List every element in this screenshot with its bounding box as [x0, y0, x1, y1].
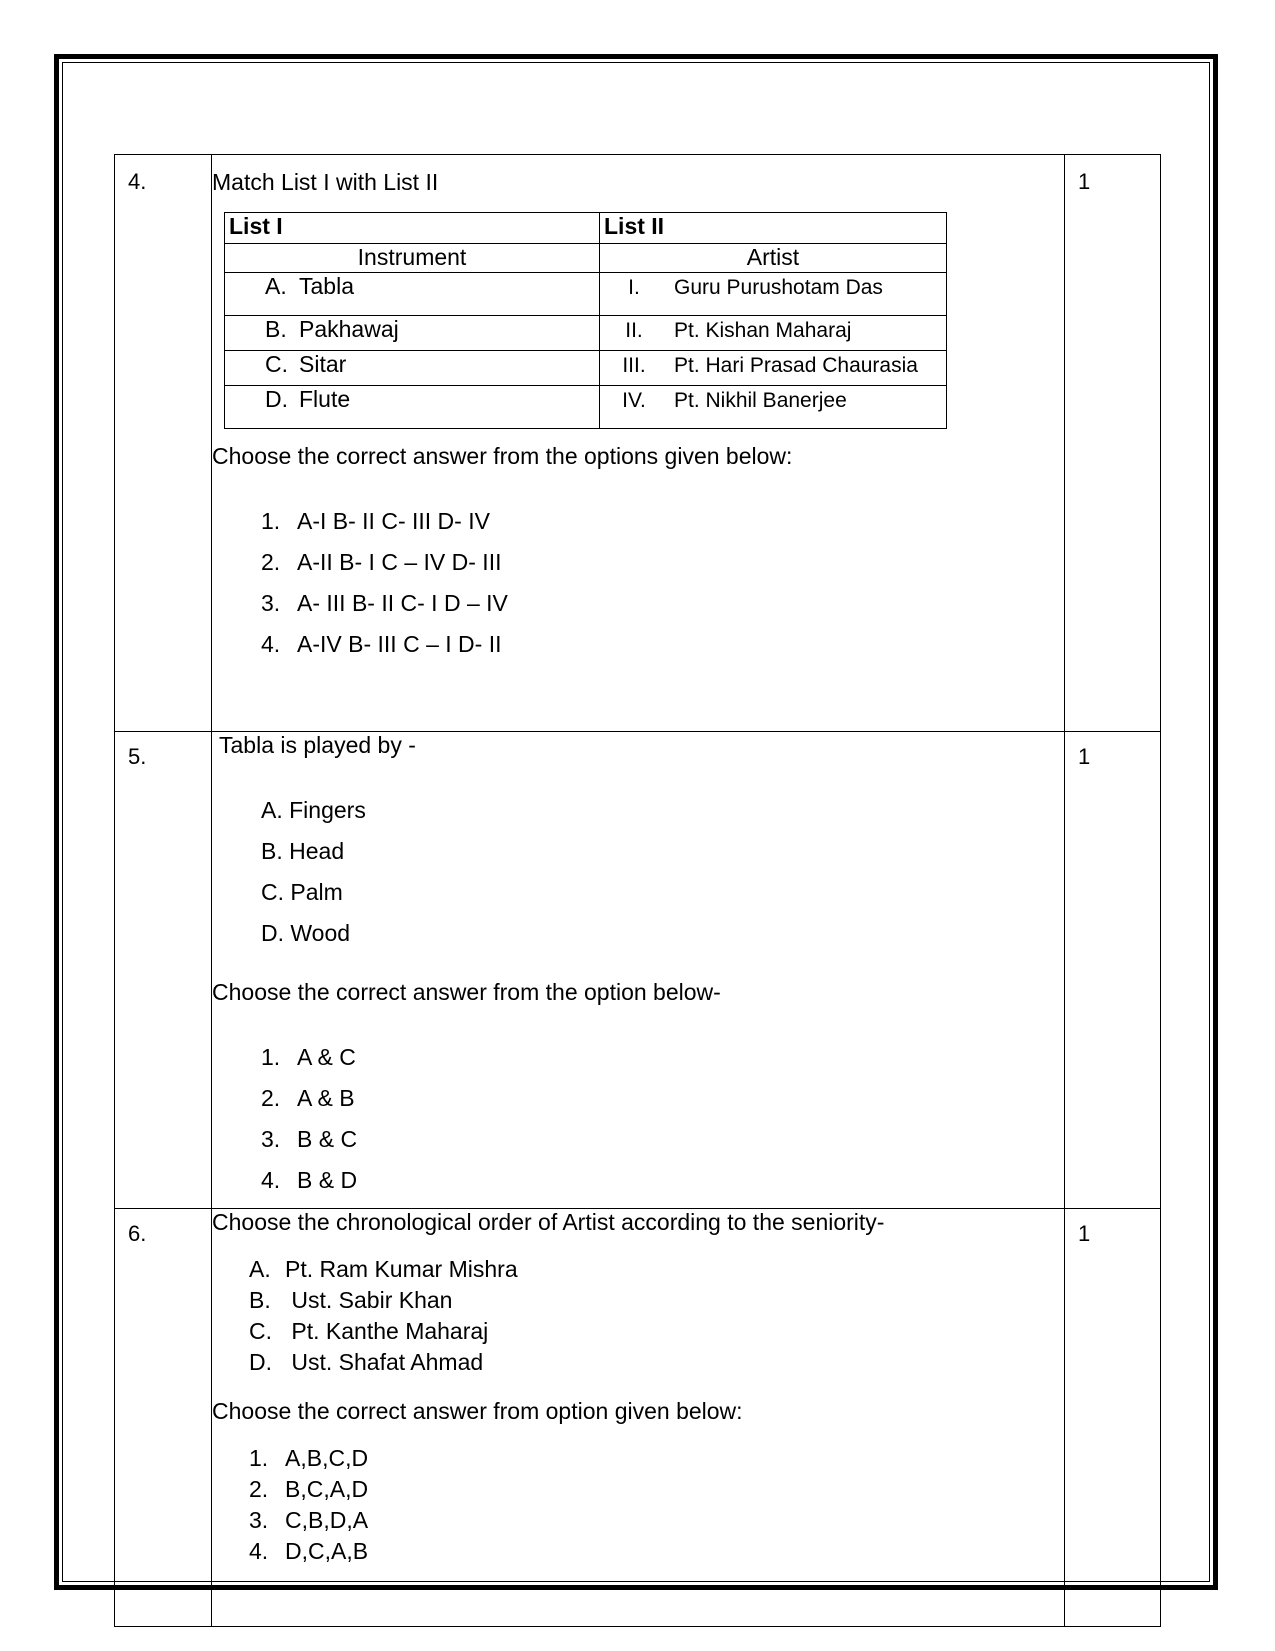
option-label: 4. [261, 631, 281, 657]
statement-label: D. [249, 1349, 272, 1375]
statement-text: Pt. Ram Kumar Mishra [285, 1256, 518, 1282]
option-text: D,C,A,B [285, 1538, 369, 1564]
option-label: 2. [261, 549, 281, 575]
question-prompt: Match List I with List II [212, 169, 439, 195]
statement-item [261, 838, 1064, 879]
option-label: 3. [261, 590, 281, 616]
statement-item [249, 1256, 1064, 1287]
option-label: 4. [249, 1538, 269, 1564]
option-label: 1. [261, 1044, 281, 1070]
statement-text: Fingers [289, 797, 366, 823]
question-prompt: Choose the chronological order of Artist according to the seniority- [212, 1209, 885, 1235]
match-row [225, 316, 947, 351]
statement-label: C. [249, 1318, 272, 1344]
statement-label: D. [261, 920, 284, 946]
list-1-value: Pakhawaj [299, 316, 399, 342]
question-number: 5. [115, 732, 212, 1209]
option-text: A-I B- II C- III D- IV [297, 508, 490, 534]
statement-text: Palm [290, 879, 343, 905]
statement-item [261, 797, 1064, 838]
option-text: A,B,C,D [285, 1445, 369, 1471]
list-1-value: Flute [299, 386, 351, 412]
statement-list [212, 1256, 1064, 1380]
statement-item [261, 920, 1064, 961]
list-1-value: Tabla [299, 273, 354, 299]
list-1-label: D. [265, 386, 288, 412]
statement-item [261, 879, 1064, 920]
answer-option [261, 1044, 1064, 1085]
list-2-label: IV. [622, 389, 646, 412]
list-2-value: Pt. Hari Prasad Chaurasia [674, 354, 918, 377]
option-label: 3. [249, 1507, 269, 1533]
list-1-label: C. [265, 351, 288, 377]
option-text: A- III B- II C- I D – IV [297, 590, 508, 616]
answer-option [261, 549, 1064, 590]
question-body [212, 1209, 1065, 1627]
statement-label: A. [249, 1256, 271, 1282]
answer-options [212, 1044, 1064, 1208]
statement-label: B. [261, 838, 283, 864]
question-number: 4. [115, 155, 212, 732]
statement-list [212, 797, 1064, 961]
option-text: B & D [297, 1167, 358, 1193]
answer-option [261, 1167, 1064, 1208]
statement-text: Wood [290, 920, 351, 946]
answer-option [249, 1476, 1064, 1507]
answer-option [249, 1507, 1064, 1538]
option-label: 2. [249, 1476, 269, 1502]
option-text: A & B [297, 1085, 355, 1111]
instrument-subheader: Instrument [225, 244, 600, 273]
option-label: 2. [261, 1085, 281, 1111]
question-instruction: Choose the correct answer from option given below: [212, 1398, 743, 1424]
option-text: B & C [297, 1126, 358, 1152]
question-instruction: Choose the correct answer from the option below- [212, 979, 721, 1005]
answer-option [261, 508, 1064, 549]
answer-option [261, 1085, 1064, 1126]
option-text: C,B,D,A [285, 1507, 369, 1533]
list-2-header: List II [600, 213, 947, 244]
answer-option [261, 590, 1064, 631]
list-2-label: II. [625, 319, 643, 342]
option-label: 1. [261, 508, 281, 534]
answer-options [212, 508, 1064, 672]
statement-text: Ust. Sabir Khan [291, 1287, 453, 1313]
answer-options [212, 1445, 1064, 1569]
statement-label: A. [261, 797, 283, 823]
match-table [224, 212, 947, 429]
statement-label: B. [249, 1287, 271, 1313]
answer-option [249, 1445, 1064, 1476]
question-marks: 1 [1065, 732, 1161, 1209]
option-text: A & C [297, 1044, 356, 1070]
statement-text: Ust. Shafat Ahmad [291, 1349, 484, 1375]
option-label: 1. [249, 1445, 269, 1471]
list-1-label: A. [265, 273, 287, 299]
question-table [114, 154, 1161, 1627]
question-prompt: Tabla is played by - [219, 732, 416, 758]
statement-item [249, 1349, 1064, 1380]
statement-text: Pt. Kanthe Maharaj [291, 1318, 489, 1344]
option-text: A-II B- I C – IV D- III [297, 549, 502, 575]
option-text: A-IV B- III C – I D- II [297, 631, 502, 657]
list-2-value: Pt. Kishan Maharaj [674, 319, 852, 342]
match-row [225, 386, 947, 429]
question-body [212, 732, 1065, 1209]
match-row [225, 273, 947, 316]
list-2-label: I. [628, 276, 640, 299]
list-2-value: Pt. Nikhil Banerjee [674, 389, 847, 412]
option-label: 3. [261, 1126, 281, 1152]
question-instruction: Choose the correct answer from the options given below: [212, 443, 793, 469]
statement-text: Head [289, 838, 345, 864]
list-2-label: III. [622, 354, 646, 377]
answer-option [249, 1538, 1064, 1569]
list-1-value: Sitar [299, 351, 347, 377]
list-1-header: List I [225, 213, 600, 244]
match-row [225, 351, 947, 386]
question-row-6 [115, 1209, 1161, 1627]
question-row-4 [115, 155, 1161, 732]
option-label: 4. [261, 1167, 281, 1193]
statement-item [249, 1287, 1064, 1318]
answer-option [261, 1126, 1064, 1167]
question-number: 6. [115, 1209, 212, 1627]
question-marks: 1 [1065, 155, 1161, 732]
list-2-value: Guru Purushotam Das [674, 276, 883, 299]
artist-subheader: Artist [600, 244, 947, 273]
question-body [212, 155, 1065, 732]
list-1-label: B. [265, 316, 287, 342]
question-marks: 1 [1065, 1209, 1161, 1627]
question-row-5 [115, 732, 1161, 1209]
statement-item [249, 1318, 1064, 1349]
option-text: B,C,A,D [285, 1476, 369, 1502]
statement-label: C. [261, 879, 284, 905]
answer-option [261, 631, 1064, 672]
